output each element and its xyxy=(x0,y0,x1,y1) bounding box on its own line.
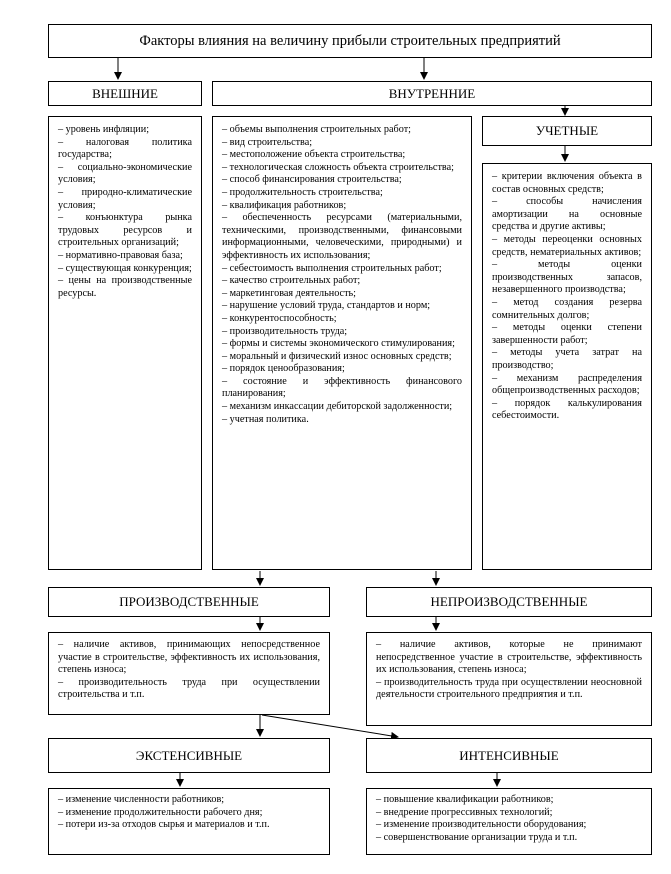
list-item: – способы начисления амортизации на основные средства и другие активы; xyxy=(492,196,642,233)
title-text: Факторы влияния на величину прибыли строительных предприятий xyxy=(139,32,561,49)
external-header-label: ВНЕШНИЕ xyxy=(92,85,158,101)
list-item: – учетная политика. xyxy=(222,413,309,425)
diagram-title xyxy=(48,24,652,58)
list-item: – продолжительность строительства; xyxy=(222,186,383,198)
list-item: – формы и системы экономического стимулирования; xyxy=(222,338,455,350)
list-item: – производительность труда; xyxy=(222,325,348,337)
intensive-header xyxy=(366,738,652,773)
accounting-header-label: УЧЕТНЫЕ xyxy=(535,123,599,138)
intensive-header-label: ИНТЕНСИВНЫЕ xyxy=(459,747,559,763)
extensive-factors-list xyxy=(58,794,320,832)
nonproduction-header-label: НЕПРОИЗВОДСТВЕННЫЕ xyxy=(430,594,588,609)
internal-factors-list xyxy=(222,124,462,426)
list-item: – технологическая сложность объекта строительства; xyxy=(222,161,454,173)
nonproduction-factors-list xyxy=(376,639,642,702)
list-item: – методы учета затрат на производство; xyxy=(492,347,642,371)
list-item: – порядок ценообразования; xyxy=(222,363,345,375)
list-item: – наличие активов, которые не принимают непосредственное участие в строительстве, эффективность их использования, степень износа; xyxy=(376,639,642,676)
external-factors-list xyxy=(58,124,192,300)
intensive-factors-box xyxy=(366,788,652,855)
list-item: – внедрение прогрессивных технологий; xyxy=(376,806,553,818)
extensive-header-label: ЭКСТЕНСИВНЫЕ xyxy=(135,747,243,763)
internal-header-label: ВНУТРЕННИЕ xyxy=(388,85,476,101)
nonproduction-header xyxy=(366,587,652,617)
list-item: – маркетинговая деятельность; xyxy=(222,287,356,299)
list-item: – природно-климатические условия; xyxy=(58,186,192,211)
list-item: – нормативно-правовая база; xyxy=(58,249,183,261)
list-item: – производительность труда при осуществлении строительства и т.п. xyxy=(58,676,320,701)
list-item: – моральный и физический износ основных средств; xyxy=(222,350,452,362)
production-header-label: ПРОИЗВОДСТВЕННЫЕ xyxy=(119,594,259,609)
accounting-factors-list xyxy=(492,171,642,423)
internal-factors-box xyxy=(212,116,472,570)
list-item: – изменение продолжительности рабочего дня; xyxy=(58,806,263,818)
list-item: – наличие активов, принимающих непосредственное участие в строительстве, эффективность их использования, степень износа; xyxy=(58,639,320,676)
list-item: – порядок калькулирования себестоимости. xyxy=(492,397,642,422)
extensive-factors-box xyxy=(48,788,330,855)
nonproduction-factors-box xyxy=(366,632,652,726)
production-factors-box xyxy=(48,632,330,715)
production-header xyxy=(48,587,330,617)
list-item: – местоположение объекта строительства; xyxy=(222,149,406,161)
list-item: – методы оценки производственных запасов, незавершенного производства; xyxy=(492,259,642,296)
list-item: – критерии включения объекта в состав основных средств; xyxy=(492,171,642,195)
list-item: – себестоимость выполнения строительных работ; xyxy=(222,262,442,274)
extensive-header xyxy=(48,738,330,773)
list-item: – изменение численности работников; xyxy=(58,794,225,805)
internal-header xyxy=(212,81,652,106)
list-item: – методы оценки степени завершенности работ; xyxy=(492,322,642,346)
list-item: – изменение производительности оборудования; xyxy=(376,819,587,831)
list-item: – квалификация работников; xyxy=(222,199,347,211)
external-header xyxy=(48,81,202,106)
list-item: – вид строительства; xyxy=(222,136,313,148)
list-item: – механизм распределения общепроизводственных расходов; xyxy=(492,372,642,397)
list-item: – повышение квалификации работников; xyxy=(376,794,554,805)
list-item: – качество строительных работ; xyxy=(222,275,361,287)
list-item: – цены на производственные ресурсы. xyxy=(58,275,192,299)
intensive-factors-list xyxy=(376,794,642,844)
production-factors-list xyxy=(58,639,320,702)
list-item: – метод создания резерва сомнительных долгов; xyxy=(492,296,642,321)
list-item: – потери из-за отходов сырья и материалов и т.п. xyxy=(58,819,270,831)
list-item: – уровень инфляции; xyxy=(58,124,150,135)
external-factors-box xyxy=(48,116,202,570)
list-item: – механизм инкассации дебиторской задолженности; xyxy=(222,401,453,413)
list-item: – обеспеченность ресурсами (материальными, техническими, производственными, финансовыми информационными, человеческими, природными) и эффективность их использования; xyxy=(222,212,462,261)
list-item: – способ финансирования строительства; xyxy=(222,174,402,186)
list-item: – конкурентоспособность; xyxy=(222,312,337,324)
list-item: – совершенствование организации труда и т.п. xyxy=(376,831,578,843)
list-item: – налоговая политика государства; xyxy=(58,136,192,161)
accounting-factors-box xyxy=(482,163,652,570)
accounting-header xyxy=(482,116,652,146)
list-item: – социально-экономические условия; xyxy=(58,161,192,186)
list-item: – производительность труда при осуществлении неосновной деятельности строительного предприятия и т.п. xyxy=(376,676,642,701)
list-item: – объемы выполнения строительных работ; xyxy=(222,124,411,135)
list-item: – состояние и эффективность финансового планирования; xyxy=(222,375,462,400)
list-item: – методы переоценки основных средств, нематериальных активов; xyxy=(492,233,642,258)
list-item: – конъюнктура рынка трудовых ресурсов и строительных организаций; xyxy=(58,212,192,249)
list-item: – нарушение условий труда, стандартов и норм; xyxy=(222,300,431,312)
list-item: – существующая конкуренция; xyxy=(58,262,192,274)
